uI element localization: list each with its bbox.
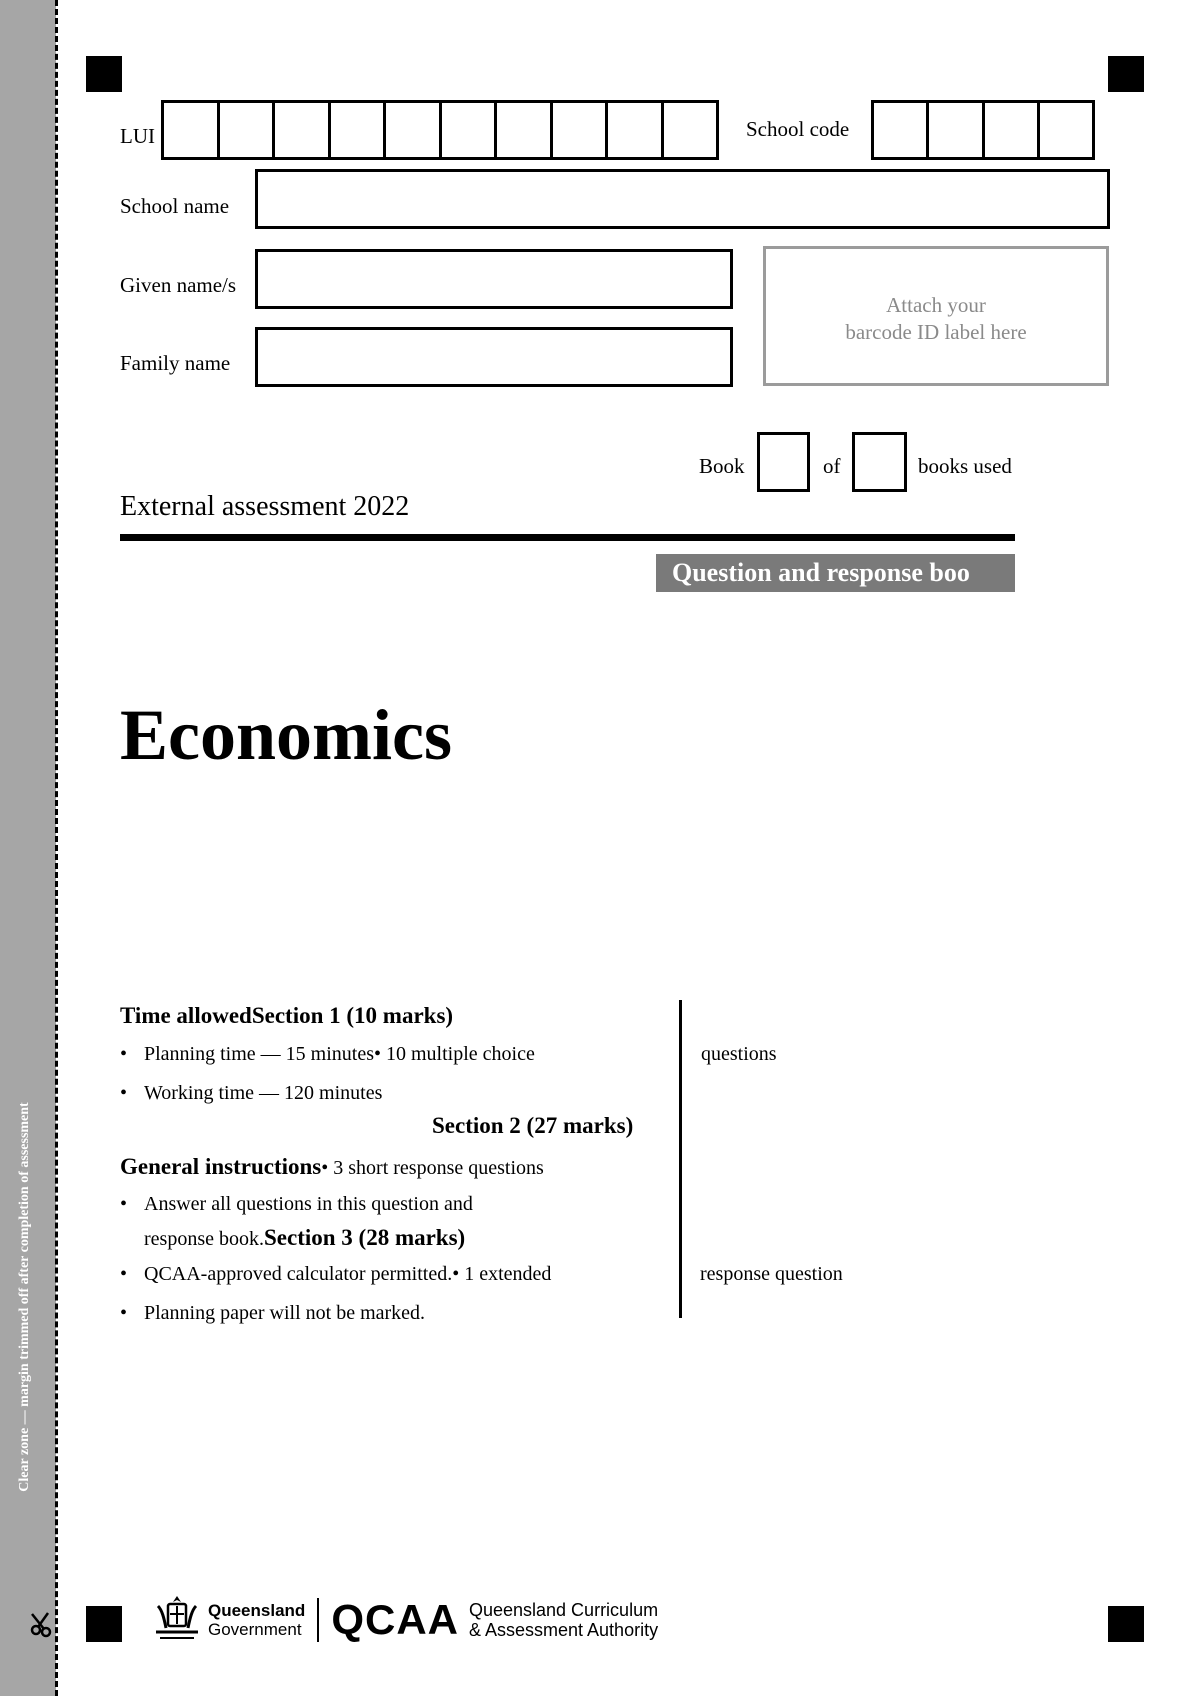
general-instructions-heading: General instructions: [120, 1154, 322, 1179]
queensland-government-wordmark: [208, 1601, 305, 1639]
family-name-field[interactable]: [255, 327, 733, 387]
section3-item-text: • 1 extended: [452, 1263, 552, 1285]
instruction-answer-all-text: Answer all questions in this question and: [144, 1193, 473, 1215]
instruction-planning-paper-item: [120, 1301, 425, 1325]
instruction-answer-all-line1: [120, 1192, 473, 1216]
registration-mark-bottom-left: [86, 1606, 122, 1642]
books-used-label: books used: [918, 454, 1012, 478]
book-type-banner: Question and response boo: [656, 554, 1015, 592]
qg-line2: Government: [208, 1620, 302, 1639]
given-names-label: Given name/s: [120, 273, 237, 297]
lui-digit-box[interactable]: [442, 103, 498, 157]
school-code-digit-box[interactable]: [1040, 103, 1095, 157]
registration-mark-top-right: [1108, 56, 1144, 92]
barcode-instruction-line1: Attach your: [886, 293, 986, 317]
section1-item-text: • 10 multiple choice: [374, 1043, 535, 1065]
instruction-answer-all-text-cont: response book.: [144, 1228, 264, 1250]
section3-item-continuation: response question: [700, 1263, 843, 1285]
section2-heading-row: [432, 1114, 633, 1139]
school-name-field[interactable]: [255, 169, 1110, 229]
qcaa-logo: QCAA: [331, 1596, 459, 1643]
school-code-label: School code: [746, 117, 850, 141]
qcaa-line1: Queensland Curriculum: [468, 1600, 659, 1620]
instruction-calculator-text: QCAA-approved calculator permitted.: [144, 1263, 453, 1285]
book-number-box[interactable]: [757, 432, 810, 492]
instruction-planning-paper-text: Planning paper will not be marked.: [144, 1302, 426, 1324]
school-code-digit-box[interactable]: [985, 103, 1040, 157]
section2-heading: Section 2 (27 marks): [432, 1113, 634, 1138]
lui-input-grid[interactable]: [161, 100, 719, 160]
school-name-label: School name: [120, 194, 230, 218]
lui-digit-box[interactable]: [386, 103, 442, 157]
lui-digit-box[interactable]: [220, 103, 276, 157]
school-code-grid[interactable]: [871, 100, 1095, 160]
section2-item-text: • 3 short response questions: [321, 1157, 544, 1179]
planning-time-item: [120, 1042, 535, 1066]
lui-digit-box[interactable]: [553, 103, 609, 157]
lui-digit-box[interactable]: [497, 103, 553, 157]
info-column-divider: [679, 1000, 682, 1318]
section3-heading: Section 3 (28 marks): [263, 1225, 466, 1250]
trim-line: [55, 0, 58, 1696]
scissors-icon: [28, 1610, 56, 1638]
lui-digit-box[interactable]: [164, 103, 220, 157]
subject-title: Economics: [120, 695, 452, 775]
barcode-instruction-line2: barcode ID label here: [845, 320, 1027, 344]
family-name-label: Family name: [120, 351, 231, 375]
lui-digit-box[interactable]: [608, 103, 664, 157]
school-code-digit-box[interactable]: [929, 103, 984, 157]
books-total-box[interactable]: [852, 432, 907, 492]
lui-digit-box[interactable]: [664, 103, 720, 157]
registration-mark-bottom-right: [1108, 1606, 1144, 1642]
qg-line1: Queensland: [208, 1601, 306, 1620]
book-label: Book: [699, 454, 745, 478]
qcaa-line2: & Assessment Authority: [468, 1620, 659, 1640]
working-time-item: [120, 1081, 382, 1105]
section1-item-continuation: questions: [701, 1043, 777, 1065]
logo-separator: [317, 1598, 319, 1642]
instruction-answer-all-line2: [144, 1226, 465, 1251]
info-heading-row: [120, 1004, 453, 1029]
lui-digit-box[interactable]: [331, 103, 387, 157]
clear-zone-text: Clear zone — margin trimmed off after completion of assessment: [17, 1102, 32, 1492]
registration-mark-top-left: [86, 56, 122, 92]
of-label: of: [823, 454, 841, 478]
lui-label: LUI: [120, 124, 155, 148]
working-time-text: Working time — 120 minutes: [144, 1082, 383, 1104]
title-divider: [120, 534, 1015, 541]
assessment-title: External assessment 2022: [120, 491, 410, 522]
queensland-crest-icon: [152, 1592, 202, 1649]
section1-heading: Section 1 (10 marks): [251, 1003, 454, 1028]
planning-time-text: Planning time — 15 minutes: [144, 1043, 374, 1065]
qcaa-fullname: [469, 1600, 658, 1640]
general-instructions-row: [120, 1155, 544, 1180]
footer-logos: [152, 1590, 658, 1650]
barcode-label-area[interactable]: [763, 246, 1109, 386]
given-names-field[interactable]: [255, 249, 733, 309]
lui-digit-box[interactable]: [275, 103, 331, 157]
instruction-calculator-item: [120, 1262, 551, 1286]
school-code-digit-box[interactable]: [874, 103, 929, 157]
time-allowed-heading: Time allowed: [120, 1003, 252, 1028]
